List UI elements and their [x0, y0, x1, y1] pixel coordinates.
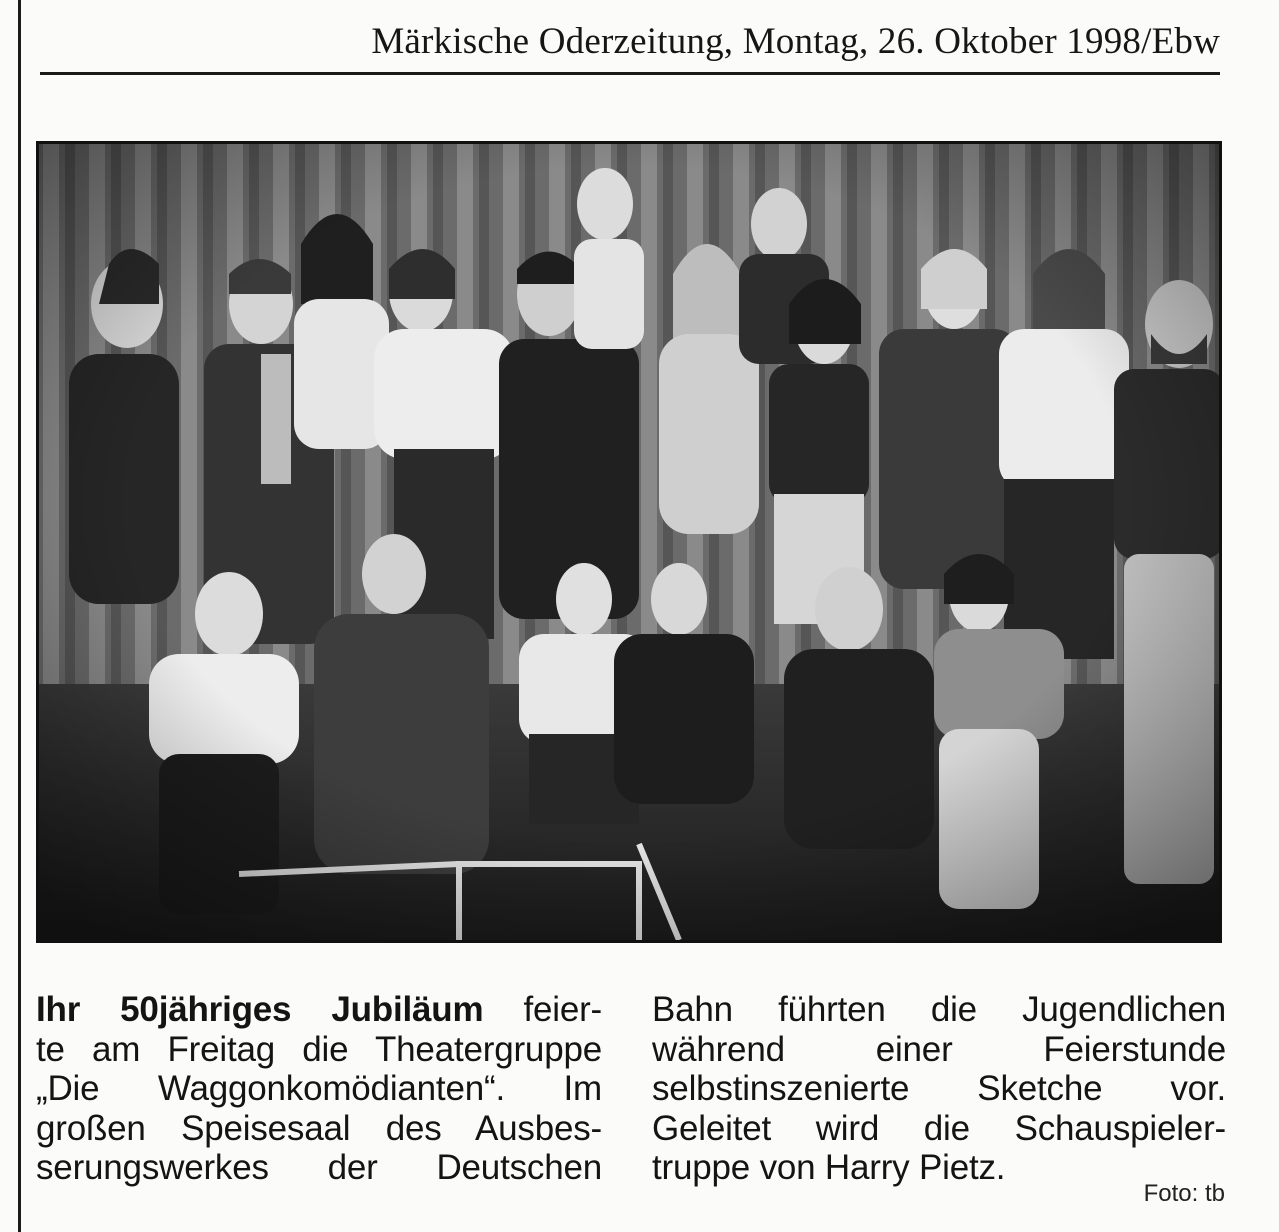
caption-line: serungswerkes der Deutschen — [36, 1148, 602, 1187]
caption-line: selbstinszenierte Sketche vor. — [652, 1069, 1226, 1108]
caption-column-right — [652, 990, 1226, 1188]
masthead: Märkische Oderzeitung, Montag, 26. Oktober 1998/Ebw — [371, 21, 1220, 62]
caption-column-left — [36, 990, 602, 1188]
caption-line: te am Freitag die Theatergruppe — [36, 1029, 602, 1069]
caption-lead: Ihr 50jähriges Jubiläum — [36, 990, 484, 1029]
caption-line: „Die Waggonkomödianten“. Im — [36, 1069, 602, 1108]
masthead-divider — [40, 72, 1220, 75]
caption-line: großen Speisesaal des Ausbes- — [36, 1108, 602, 1148]
caption-line: Geleitet wird die Schauspieler- — [652, 1108, 1226, 1148]
group-photo-image — [39, 144, 1219, 940]
caption-line: truppe von Harry Pietz. — [652, 1148, 1006, 1187]
caption-line: während einer Feierstunde — [652, 1029, 1226, 1069]
photo-credit: Foto: tb — [1143, 1180, 1225, 1207]
group-photo — [36, 141, 1222, 943]
clipping-edge — [18, 0, 21, 1232]
caption-line: feier- — [523, 990, 602, 1029]
caption-line: Bahn führten die Jugendlichen — [652, 990, 1226, 1029]
